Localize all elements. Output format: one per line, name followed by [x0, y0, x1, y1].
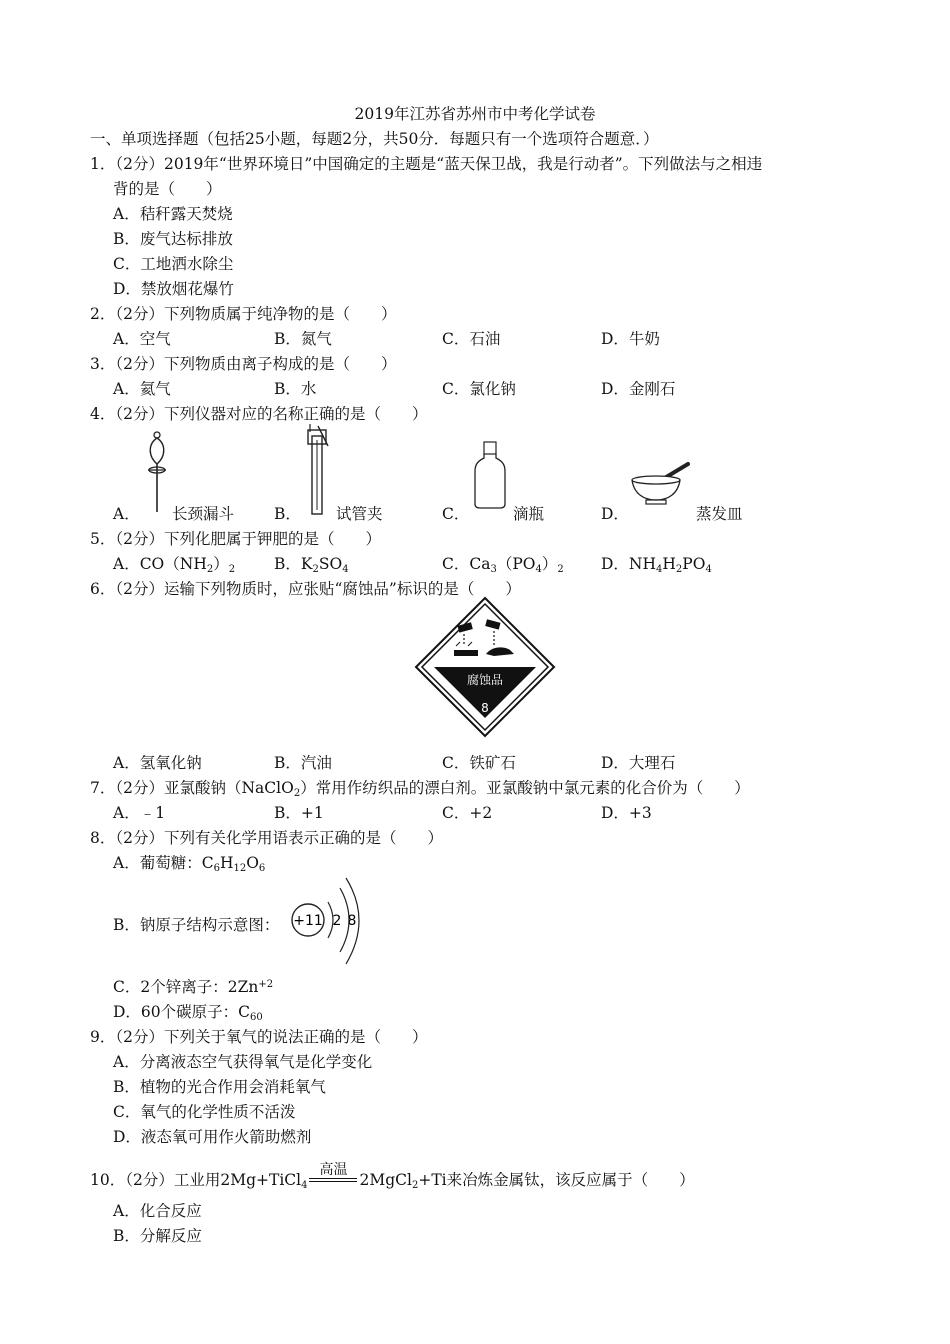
question-9-option-b: B．植物的光合作用会消耗氧气: [113, 1078, 326, 1096]
question-6-option-d: D．大理石: [601, 754, 676, 772]
section-heading: 一、单项选择题（包括25小题，每题2分，共50分．每题只有一个选项符合题意．）: [90, 130, 659, 148]
formula-text: ）: [541, 555, 558, 573]
formula-text: ）: [213, 555, 229, 573]
formula-text: D．NH: [601, 555, 657, 573]
formula-subscript: 2: [312, 564, 319, 575]
formula-subscript: 6: [258, 863, 266, 874]
formula-subscript: 2: [206, 564, 214, 575]
question-1-option-b: B．废气达标排放: [113, 230, 233, 248]
dropping-bottle-image: [470, 440, 510, 510]
equals-bar-top: [309, 1178, 357, 1179]
question-2-option-d: D．牛奶: [601, 330, 660, 348]
formula-text: D．60个碳原子：C: [113, 1003, 251, 1021]
formula-text: （PO: [496, 555, 536, 573]
question-7-option-a: A．﹣1: [113, 804, 166, 822]
question-9-option-d: D．液态氧可用作火箭助燃剂: [113, 1128, 312, 1146]
question-7-option-d: D．+3: [601, 804, 652, 822]
question-4-option-c-name: 滴瓶: [513, 505, 545, 523]
equals-bar-bottom: [309, 1181, 357, 1182]
formula-subscript: 4: [705, 564, 712, 575]
formula-subscript: 2: [411, 1180, 419, 1191]
sign-label: 腐蚀品: [466, 673, 504, 687]
corrosive-hazard-sign: [414, 596, 556, 738]
question-3-option-a: A．氦气: [113, 380, 171, 398]
question-2-stem: 2．（2分）下列物质属于纯净物的是（ ）: [90, 305, 397, 323]
question-1-stem-cont: 背的是（ ）: [113, 180, 222, 198]
formula-subscript: 60: [250, 1012, 263, 1023]
question-4-option-a-name: 长颈漏斗: [172, 505, 235, 523]
question-7-option-c: C．+2: [442, 804, 493, 822]
question-5-option-c: [442, 552, 564, 575]
test-tube-holder-image: [298, 424, 338, 516]
stem-text: 2MgCl: [359, 1171, 412, 1189]
question-5-option-a: [113, 552, 235, 575]
shell-2-electrons: 8: [347, 913, 357, 929]
formula-subscript: 6: [213, 863, 220, 874]
separatory-funnel-image: [140, 426, 176, 516]
question-4-option-a-letter: A．: [113, 505, 140, 523]
formula-superscript: +2: [258, 979, 274, 990]
formula-subscript: 4: [656, 564, 663, 575]
question-4-stem: 4．（2分）下列仪器对应的名称正确的是（ ）: [90, 405, 428, 423]
formula-subscript: 2: [675, 564, 683, 575]
stem-text: ）常用作纺织品的漂白剂。亚氯酸钠中氯元素的化合价为（ ）: [300, 779, 750, 797]
stem-text: +Ti来冶炼金属钛，该反应属于（ ）: [418, 1171, 695, 1189]
formula-text: O: [246, 854, 259, 872]
question-8-option-c: [113, 975, 273, 997]
shell-1-electrons: 2: [332, 913, 342, 929]
formula-subscript: 4: [342, 564, 349, 575]
formula-subscript: 4: [301, 1180, 308, 1191]
question-5-stem: 5．（2分）下列化肥属于钾肥的是（ ）: [90, 530, 381, 548]
formula-text: C．2个锌离子：2Zn: [113, 978, 259, 996]
formula-text: SO: [318, 555, 343, 573]
formula-text: A．CO（NH: [113, 555, 207, 573]
formula-text: C．Ca: [442, 555, 491, 573]
question-6-option-c: C．铁矿石: [442, 754, 516, 772]
formula-text: H: [219, 854, 234, 872]
question-9-option-a: A．分离液态空气获得氧气是化学变化: [113, 1053, 373, 1071]
formula-subscript: 2: [228, 564, 236, 575]
stem-text: 7．（2分）亚氯酸钠（NaClO: [90, 779, 294, 797]
formula-text: H: [662, 555, 676, 573]
question-1-option-a: A．秸秆露天焚烧: [113, 205, 233, 223]
stem-text: 10．（2分）工业用2Mg+TiCl: [90, 1171, 302, 1189]
formula-subscript: 12: [233, 863, 247, 874]
formula-subscript: 2: [557, 564, 564, 575]
question-8-option-a: [113, 851, 265, 874]
formula-subscript: 4: [535, 564, 542, 575]
question-10-stem: [90, 1162, 695, 1191]
question-3-option-c: C．氯化钠: [442, 380, 516, 398]
question-8-option-d: [113, 1000, 263, 1023]
question-6-stem: 6．（2分）运输下列物质时，应张贴“腐蚀品”标识的是（ ）: [90, 580, 521, 598]
formula-text: PO: [682, 555, 706, 573]
formula-subscript: 2: [293, 788, 301, 799]
formula-text: A．葡萄糖：C: [113, 854, 214, 872]
question-10-option-a: A．化合反应: [113, 1202, 202, 1220]
question-3-stem: 3．（2分）下列物质由离子构成的是（ ）: [90, 355, 397, 373]
question-5-option-b: [274, 552, 349, 575]
question-3-option-b: B．水: [274, 380, 317, 398]
mortar-and-pestle-image: [628, 458, 694, 506]
question-9-option-c: C．氧气的化学性质不活泼: [113, 1103, 296, 1121]
question-2-option-a: A．空气: [113, 330, 171, 348]
question-7-option-b: B．+1: [274, 804, 324, 822]
question-10-option-b: B．分解反应: [113, 1227, 202, 1245]
question-6-option-b: B．汽油: [274, 754, 332, 772]
question-2-option-c: C．石油: [442, 330, 501, 348]
formula-text: B．K: [274, 555, 313, 573]
reaction-condition: [307, 1162, 359, 1190]
question-1-option-c: C．工地洒水除尘: [113, 255, 234, 273]
question-3-option-d: D．金刚石: [601, 380, 676, 398]
question-2-option-b: B．氮气: [274, 330, 332, 348]
question-1-option-d: D．禁放烟花爆竹: [113, 280, 234, 298]
nucleus-charge: +11: [293, 913, 323, 929]
question-4-option-c-letter: C．: [442, 505, 470, 523]
sodium-atom-structure-diagram: [288, 876, 368, 968]
question-4-option-d-name: 蒸发皿: [696, 505, 743, 523]
question-6-option-a: A．氢氧化钠: [113, 754, 202, 772]
sign-number: 8: [481, 701, 489, 715]
formula-subscript: 3: [490, 564, 497, 575]
question-9-stem: 9．（2分）下列关于氧气的说法正确的是（ ）: [90, 1028, 428, 1046]
question-1-stem: 1．（2分）2019年“世界环境日”中国确定的主题是“蓝天保卫战，我是行动者”。下列做法与之相违: [90, 155, 763, 173]
question-4-option-d-letter: D．: [601, 505, 629, 523]
reaction-condition-label: 高温: [319, 1162, 348, 1178]
question-8-stem: 8．（2分）下列有关化学用语表示正确的是（ ）: [90, 829, 443, 847]
exam-title: 2019年江苏省苏州市中考化学试卷: [354, 105, 596, 123]
question-4-option-b-letter: B．: [274, 505, 301, 523]
question-4-option-b-name: 试管夹: [336, 505, 383, 523]
question-7-stem: [90, 776, 750, 799]
question-8-option-b: B．钠原子结构示意图：: [113, 916, 280, 934]
question-5-option-d: [601, 552, 712, 575]
